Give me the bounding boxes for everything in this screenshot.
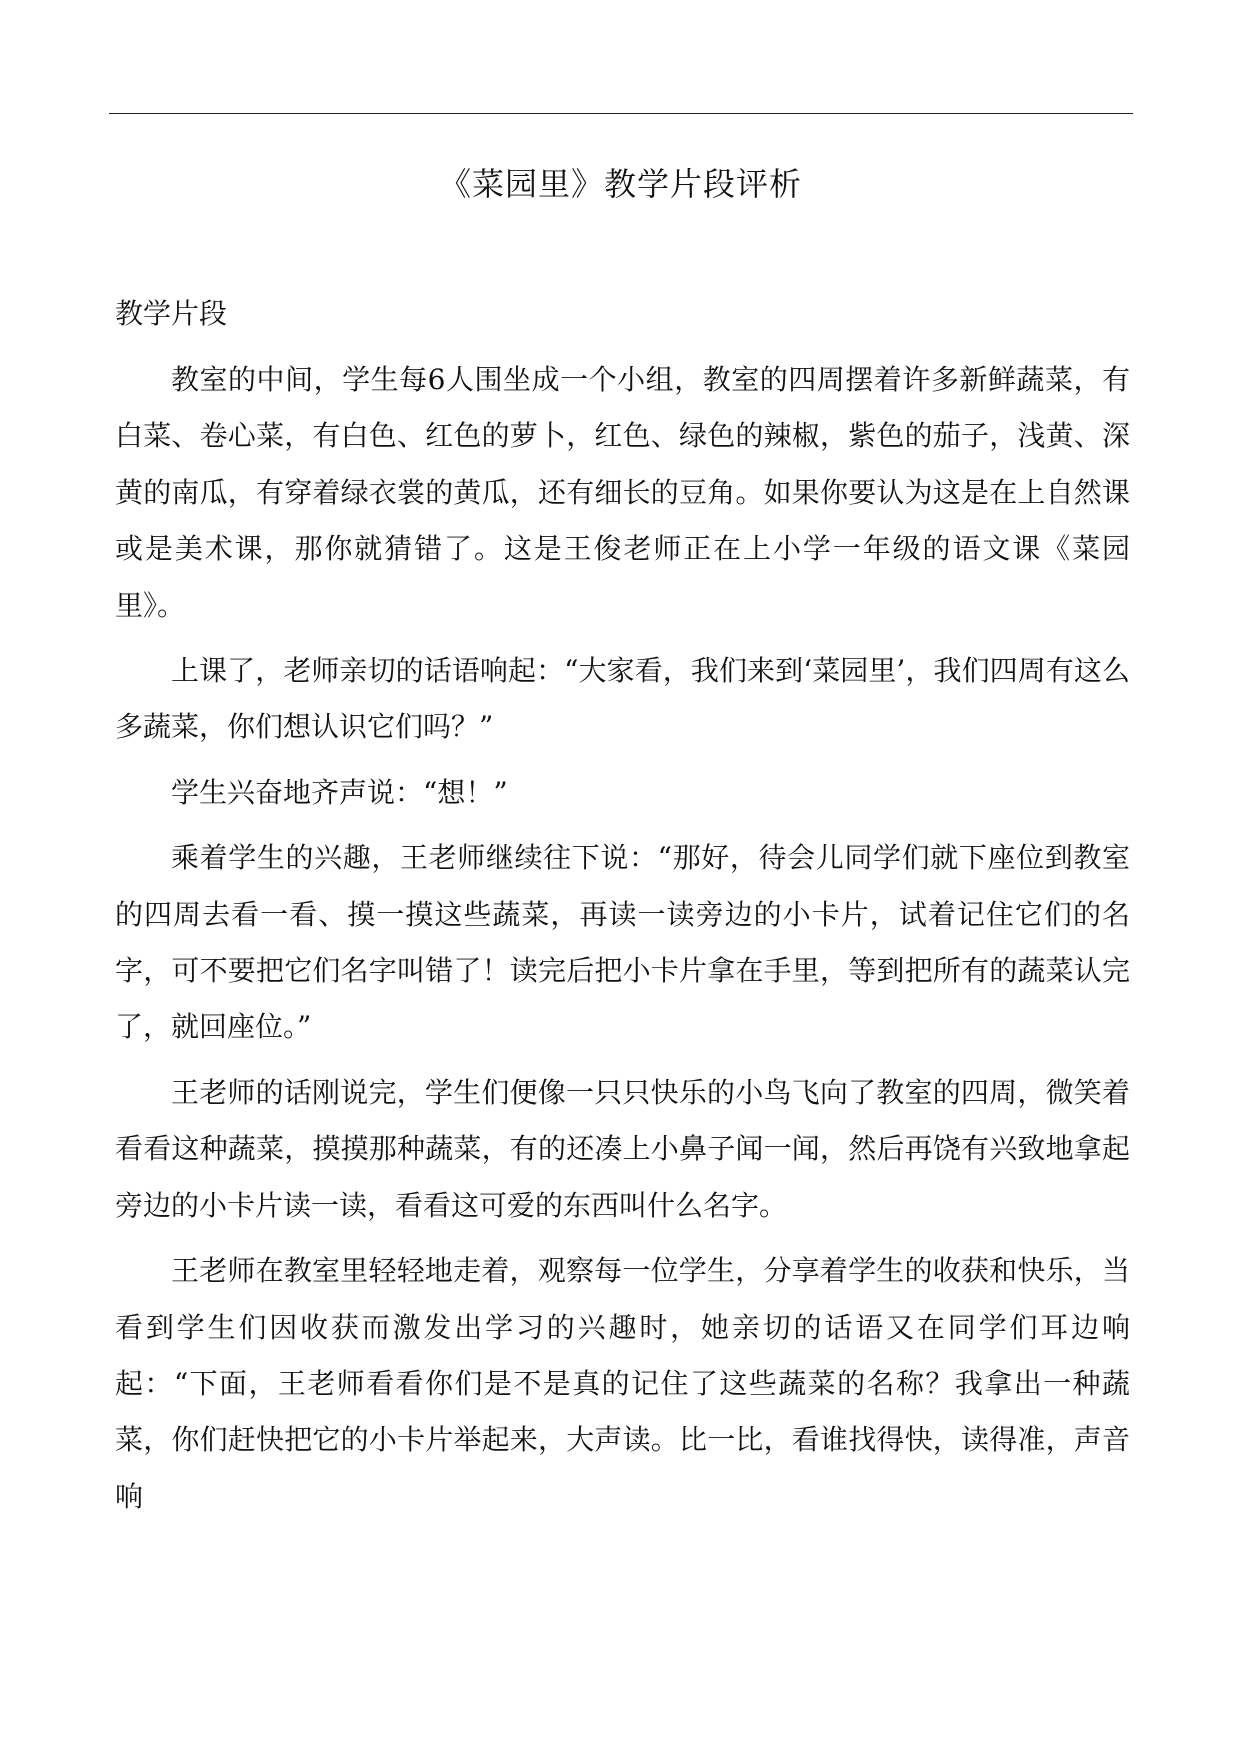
body-paragraph: 王老师的话刚说完，学生们便像一只只快乐的小鸟飞向了教室的四周，微笑着看看这种蔬菜，摸摸那种蔬菜，有的还凑上小鼻子闻一闻，然后再饶有兴致地拿起旁边的小卡片读一读，看看这可爱的东西叫什么名字。 [115,1075,1130,1222]
body-paragraph: 王老师在教室里轻轻地走着，观察每一位学生，分享着学生的收获和快乐，当看到学生们因收获而激发出学习的兴趣时，她亲切的话语又在同学们耳边响起：“下面，王老师看看你们是不是真的记住了这些蔬菜的名称？我拿出一种蔬菜，你们赶快把它的小卡片举起来，大声读。比一比，看谁找得快，读得准，声音响 [115,1254,1130,1513]
section-heading: 教学片段 [115,297,228,330]
header-rule [109,113,1133,114]
body-paragraph: 乘着学生的兴趣，王老师继续往下说：“那好，待会儿同学们就下座位到教室的四周去看一看、摸一摸这些蔬菜，再读一读旁边的小卡片，试着记住它们的名字，可不要把它们名字叫错了！读完后把小卡片拿在手里，等到把所有的蔬菜认完了，就回座位。” [115,841,1130,1044]
document-title: 《菜园里》教学片段评析 [438,165,802,203]
body-paragraph: 教室的中间，学生每6人围坐成一个小组，教室的四周摆着许多新鲜蔬菜，有白菜、卷心菜，有白色、红色的萝卜，红色、绿色的辣椒，紫色的茄子，浅黄、深黄的南瓜，有穿着绿衣裳的黄瓜，还有细长的豆角。如果你要认为这是在上自然课或是美术课，那你就猜错了。这是王俊老师正在上小学一年级的语文课《菜园里》。 [115,363,1130,622]
body-paragraph: 上课了，老师亲切的话语响起：“大家看，我们来到‘菜园里’，我们四周有这么多蔬菜，你们想认识它们吗？” [115,654,1130,744]
document-body [115,352,1130,1525]
body-paragraph: 学生兴奋地齐声说：“想！” [171,775,508,809]
